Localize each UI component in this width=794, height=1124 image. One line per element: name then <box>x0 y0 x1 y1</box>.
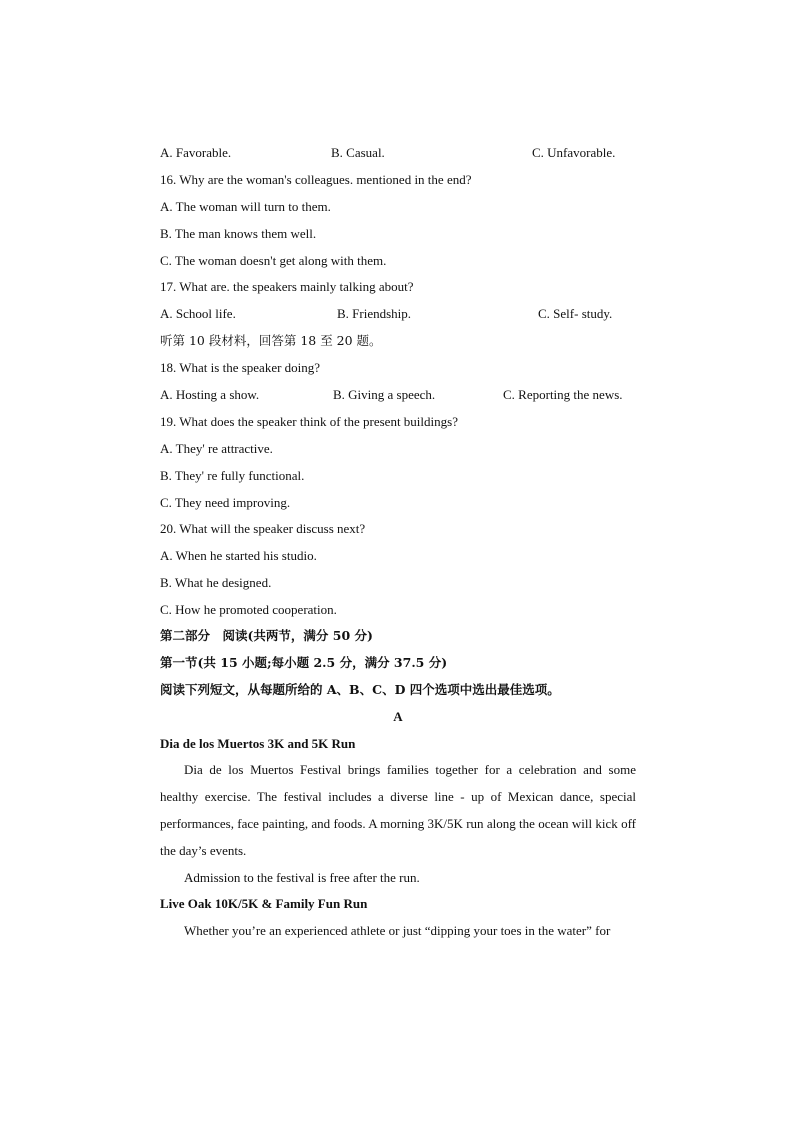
q20-question: 20. What will the speaker discuss next? <box>160 521 366 536</box>
q15-option-a: A. Favorable. <box>160 145 232 160</box>
q15-option-c: C. Unfavorable. <box>532 145 616 160</box>
q17-question: 17. What are. the speakers mainly talking about? <box>160 279 414 294</box>
q15-option-b: B. Casual. <box>331 145 385 160</box>
event1-title: Dia de los Muertos 3K and 5K Run <box>160 736 356 751</box>
q19-option-c: C. They need improving. <box>160 495 291 510</box>
q18-option-a: A. Hosting a show. <box>160 387 260 402</box>
passage-label: A <box>393 709 403 724</box>
q16-option-c: C. The woman doesn't get along with them. <box>160 253 387 268</box>
q19-question: 19. What does the speaker think of the present buildings? <box>160 414 458 429</box>
q17-option-b: B. Friendship. <box>337 306 412 321</box>
q16-question: 16. Why are the woman's colleagues. mentioned in the end? <box>160 172 472 187</box>
q19-option-b: B. They' re fully functional. <box>160 468 305 483</box>
q20-option-c: C. How he promoted cooperation. <box>160 602 337 617</box>
q18-question: 18. What is the speaker doing? <box>160 360 321 375</box>
part2-heading: 第二部分 阅读(共两节，满分 50 分) <box>160 628 373 643</box>
section1-heading: 第一节(共 15 小题;每小题 2.5 分，满分 37.5 分) <box>160 655 448 670</box>
event1-paragraph-2: Admission to the festival is free after the run. <box>184 870 420 885</box>
q18-option-c: C. Reporting the news. <box>503 387 623 402</box>
event1-paragraph-1: Dia de los Muertos Festival brings families together for a celebration and some healthy exercise. The festival includes a diverse line - up of Mexican dance, special performances, face painting, and foods. A morning 3K/5K run along the ocean will kick off the day’s events. <box>160 762 636 858</box>
q16-option-a: A. The woman will turn to them. <box>160 199 331 214</box>
q19-option-a: A. They' re attractive. <box>160 441 273 456</box>
q20-option-b: B. What he designed. <box>160 575 272 590</box>
q20-option-a: A. When he started his studio. <box>160 548 317 563</box>
q16-option-b: B. The man knows them well. <box>160 226 317 241</box>
q17-option-a: A. School life. <box>160 306 236 321</box>
passage10-instruction: 听第 10 段材料，回答第 18 至 20 题。 <box>160 333 382 348</box>
q18-option-b: B. Giving a speech. <box>333 387 436 402</box>
event2-title: Live Oak 10K/5K & Family Fun Run <box>160 896 368 911</box>
q17-option-c: C. Self- study. <box>538 306 613 321</box>
event2-paragraph-1: Whether you’re an experienced athlete or just “dipping your toes in the water” for <box>184 923 611 938</box>
reading-instruction: 阅读下列短文，从每题所给的 A、B、C、D 四个选项中选出最佳选项。 <box>160 682 560 697</box>
